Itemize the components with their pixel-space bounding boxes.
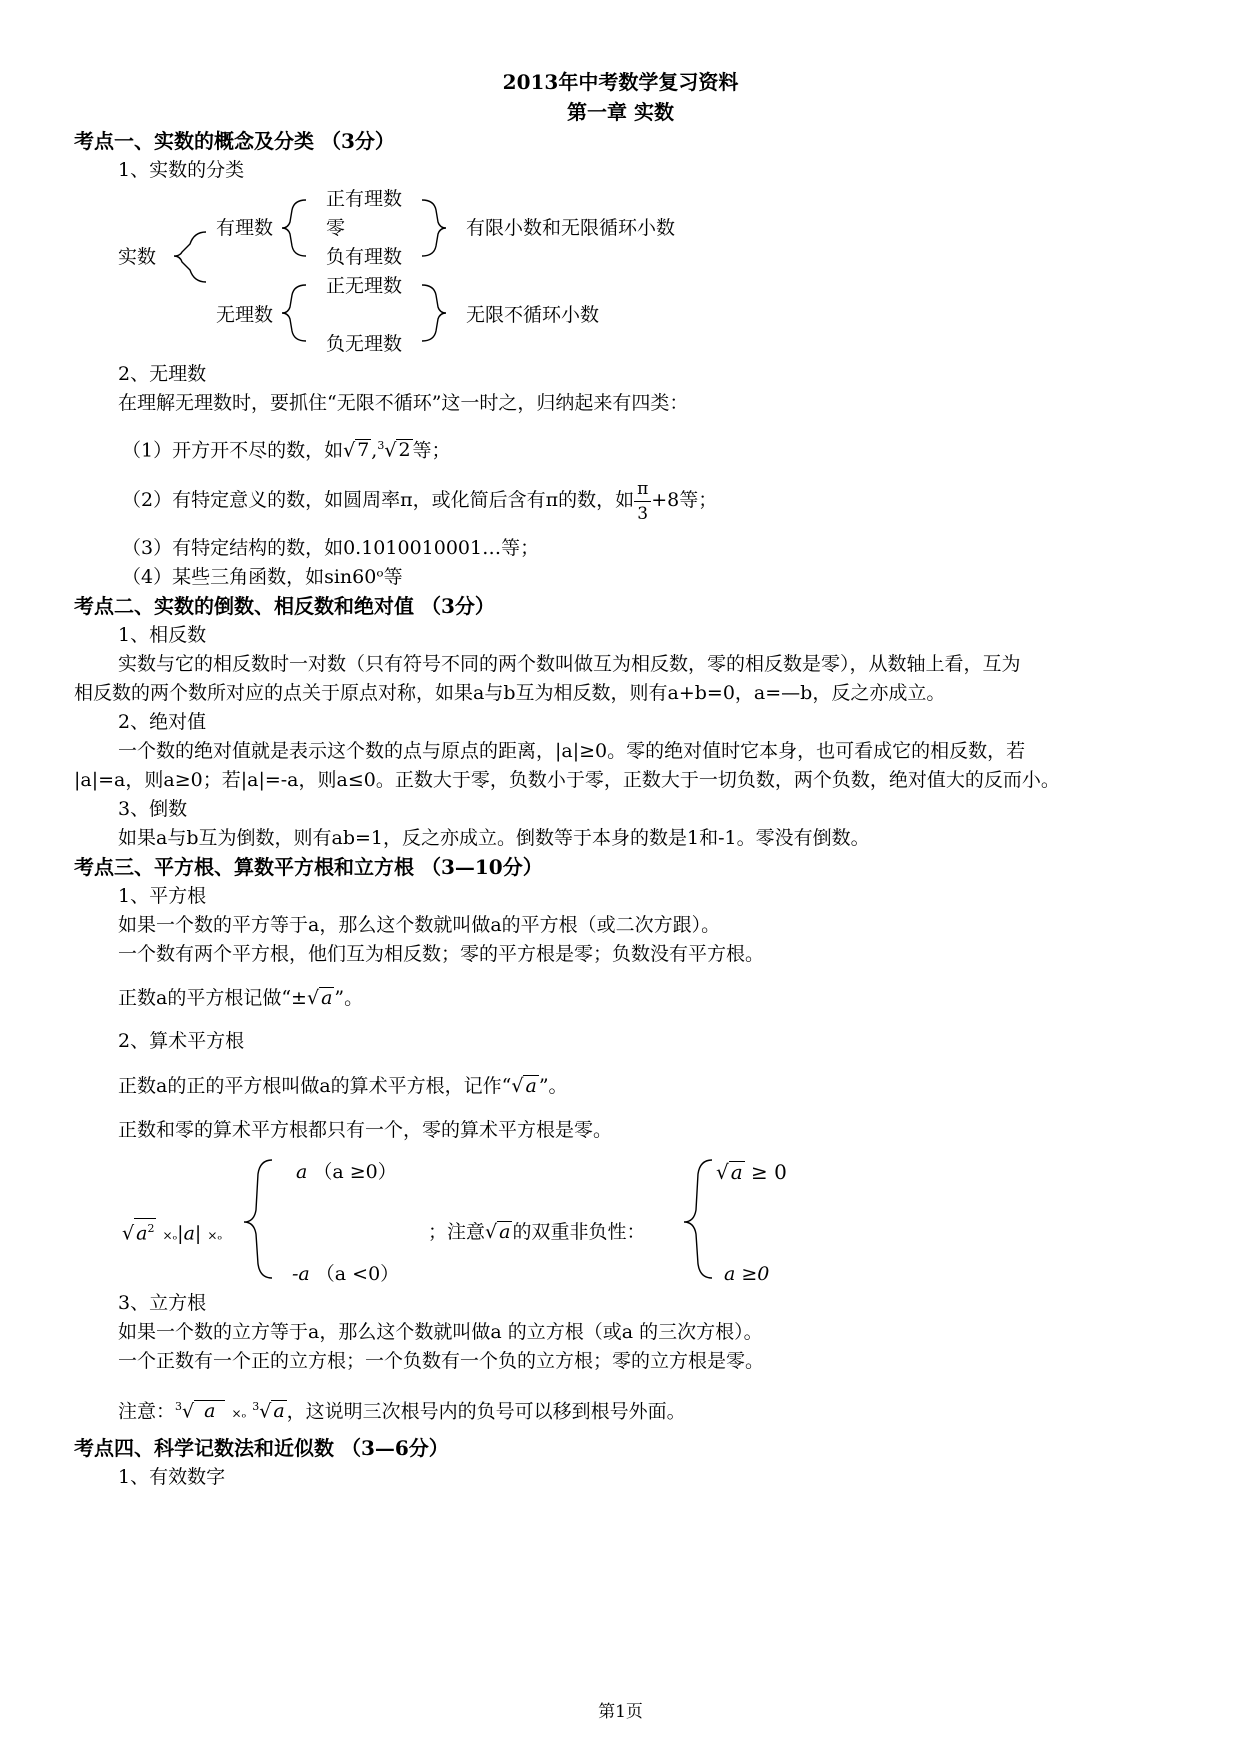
brace-abs-cases bbox=[240, 1160, 280, 1280]
nonneg-1: √ a ≥ 0 bbox=[716, 1160, 787, 1184]
brace-nonnegativity bbox=[680, 1160, 720, 1280]
section2-heading: 考点二、实数的倒数、相反数和绝对值 （3分） bbox=[74, 594, 495, 618]
section4-sub1: 1、有效数字 bbox=[118, 1466, 226, 1488]
section2-sub1: 1、相反数 bbox=[118, 624, 207, 646]
tree-root: 实数 bbox=[118, 246, 157, 268]
section3-heading: 考点三、平方根、算数平方根和立方根 （3—10分） bbox=[74, 855, 543, 879]
section3-sub1: 1、平方根 bbox=[118, 885, 207, 907]
section3-sub2: 2、算术平方根 bbox=[118, 1030, 245, 1052]
tree-pos-rational: 正有理数 bbox=[326, 188, 403, 210]
section3-sub3: 3、立方根 bbox=[118, 1292, 207, 1314]
brace-rational-right bbox=[420, 200, 450, 270]
nonnegativity-note: ；注意√ a 的双重非负性： bbox=[428, 1221, 646, 1243]
section2-p1a: 实数与它的相反数时一对数（只有符号不同的两个数叫做互为相反数，零的相反数是零），从数轴上看，互为 bbox=[118, 653, 1021, 675]
section3-p8: 注意：$^3$√ a ×ₒ $^3$√ a ，这说明三次根号内的负号可以移到根号外面。 bbox=[118, 1400, 686, 1423]
tree-irrational: 无理数 bbox=[216, 304, 274, 326]
tree-neg-irrational: 负无理数 bbox=[326, 333, 403, 355]
tree-irrational-desc: 无限不循环小数 bbox=[466, 304, 600, 326]
section3-p2: 一个数有两个平方根，他们互为相反数；零的平方根是零；负数没有平方根。 bbox=[118, 943, 765, 965]
pi-over-3-fraction: $\frac{\pi}{3}$ bbox=[634, 477, 651, 526]
section3-p4: 正数a的正的平方根叫做a的算术平方根，记作“√ a ”。 bbox=[118, 1075, 568, 1097]
irrational-item3: （3）有特定结构的数，如0.1010010001…等； bbox=[122, 537, 540, 559]
section2-p3: 如果a与b互为倒数，则有ab=1，反之亦成立。倒数等于本身的数是1和-1。零没有倒数。 bbox=[118, 827, 870, 849]
brace-irrational-right bbox=[420, 285, 450, 355]
section1-p1: 在理解无理数时，要抓住“无限不循环”这一时之，归纳起来有四类： bbox=[118, 392, 689, 414]
irrational-item4: （4）某些三角函数，如sin60ᵒ等 bbox=[122, 566, 403, 588]
section2-p2b: |a|=a，则a≥0；若|a|=-a，则a≤0。正数大于零，负数小于零，正数大于一切负数，两个负数，绝对值大的反而小。 bbox=[74, 769, 1060, 791]
nonneg-2: a ≥0 bbox=[724, 1263, 770, 1285]
brace-rational bbox=[280, 200, 310, 270]
document-title: 2013年中考数学复习资料 bbox=[502, 70, 739, 94]
brace-real-numbers bbox=[160, 238, 210, 348]
formula-lhs: √ $a^2 \times_o|a| \times_o$ bbox=[122, 1218, 222, 1247]
chapter-title: 第一章 实数 bbox=[567, 100, 674, 124]
case2: -a （a <0） bbox=[292, 1263, 400, 1285]
section3-p3: 正数a的平方根记做“±√ a ”。 bbox=[118, 987, 364, 1009]
page-number: 第1页 bbox=[598, 1702, 643, 1722]
irrational-item2: （2）有特定意义的数，如圆周率π，或化简后含有π的数，如 $\frac{\pi}{3}$ +8等； bbox=[122, 478, 718, 524]
section3-p5: 正数和零的算术平方根都只有一个，零的算术平方根是零。 bbox=[118, 1119, 613, 1141]
case1: a （a ≥0） bbox=[296, 1161, 397, 1183]
section1-sub1: 1、实数的分类 bbox=[118, 159, 245, 181]
section1-sub2: 2、无理数 bbox=[118, 363, 207, 385]
brace-irrational bbox=[280, 285, 310, 355]
section3-p6: 如果一个数的立方等于a，那么这个数就叫做a 的立方根（或a 的三次方根）。 bbox=[118, 1321, 763, 1343]
section1-heading: 考点一、实数的概念及分类 （3分） bbox=[74, 129, 395, 153]
section2-sub3: 3、倒数 bbox=[118, 798, 188, 820]
tree-rational: 有理数 bbox=[216, 217, 274, 239]
irrational-item1: （1）开方开不尽的数，如√ 7 ,$^3$√ 2 等； bbox=[122, 439, 451, 462]
section3-p7: 一个正数有一个正的立方根；一个负数有一个负的立方根；零的立方根是零。 bbox=[118, 1350, 765, 1372]
tree-neg-rational: 负有理数 bbox=[326, 246, 403, 268]
tree-zero: 零 bbox=[326, 217, 346, 239]
tree-rational-desc: 有限小数和无限循环小数 bbox=[466, 217, 676, 239]
section2-sub2: 2、绝对值 bbox=[118, 711, 207, 733]
section3-p1: 如果一个数的平方等于a，那么这个数就叫做a的平方根（或二次方跟）。 bbox=[118, 914, 721, 936]
section2-p2a: 一个数的绝对值就是表示这个数的点与原点的距离，|a|≥0。零的绝对值时它本身，也可看成它的相反数，若 bbox=[118, 740, 1026, 762]
tree-pos-irrational: 正无理数 bbox=[326, 275, 403, 297]
section2-p1b: 相反数的两个数所对应的点关于原点对称，如果a与b互为相反数，则有a+b=0，a=—b，反之亦成立。 bbox=[74, 682, 946, 704]
section4-heading: 考点四、科学记数法和近似数 （3—6分） bbox=[74, 1436, 449, 1460]
